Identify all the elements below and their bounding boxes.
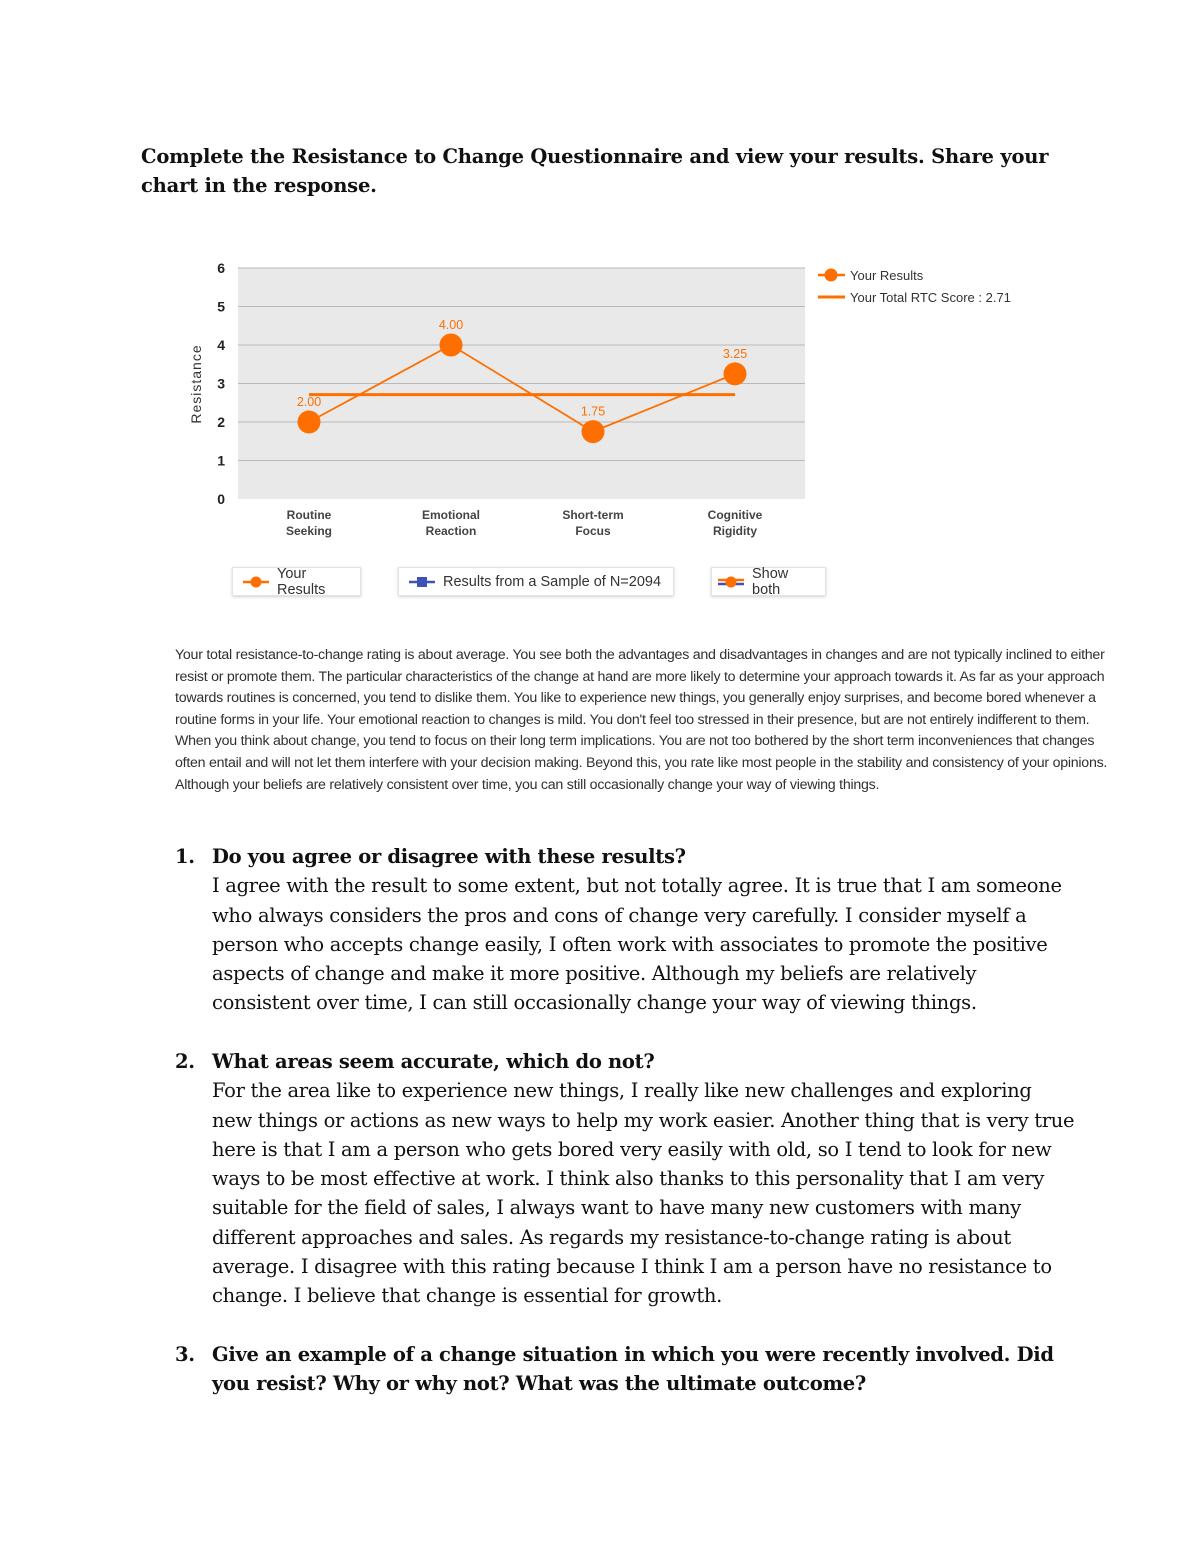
y-tick-label: 2: [217, 414, 225, 430]
blue-line-square-icon: [407, 575, 437, 589]
legend-label: Your Results: [850, 268, 924, 283]
question-number: 1.: [175, 845, 195, 868]
y-tick-label: 5: [217, 298, 225, 315]
data-point: [724, 362, 747, 385]
question-title: Do you agree or disagree with these results?: [212, 845, 686, 868]
legend-marker: [825, 269, 838, 282]
y-tick-label: 1: [217, 452, 225, 469]
data-label: 2.00: [296, 395, 322, 409]
intro-instructions: Complete the Resistance to Change Questionnaire and view your results. Share your chart in the response.: [141, 145, 1049, 197]
question-1: [175, 842, 1075, 1018]
data-point: [582, 420, 605, 443]
question-number: 2.: [175, 1050, 195, 1073]
toggle-sample-results-label: Results from a Sample of N=2094: [443, 573, 662, 590]
question-title: Give an example of a change situation in which you were recently involved. Did you resist? Why or why not? What was the ultimate outcome?: [212, 1343, 1054, 1396]
result-summary: Your total resistance-to-change rating is about average. You see both the advantages and disadvantages in changes and are not typically inclined to either resist or promote them. The particular characteristics of the change at hand are more likely to determine your approach towards it. As far as your approach towards routines is concerned, you tend to dislike them. You like to experience new things, you generally enjoy surprises, and become bored whenever a routine forms in your life. Your emotional reaction to changes is mild. You don't feel too stressed in their presence, but are not entirely indifferent to them. When you think about change, you tend to focus on their long term implications. You are not too bothered by the short term inconveniences that changes often entail and will not let them interfere with your decision making. Beyond this, you rate like most people in the stability and consistency of your opinions. Although your beliefs are relatively consistent over time, you can still occasionally change your way of viewing things.: [175, 647, 1108, 793]
question-answer: For the area like to experience new things, I really like new challenges and exploring new things or actions as new ways to help my work easier. Another thing that is very true here is that I am a person who gets bored very easily with old, so I tend to look for new ways to be most effective at work. I think also thanks to this personality that I am very suitable for the field of sales, I always want to have many new customers with many different approaches and sales. As regards my resistance-to-change rating is about average. I disagree with this rating because I think I am a person have no resistance to change. I believe that change is essential for growth.: [212, 1079, 1075, 1308]
orange-line-circle-icon: [241, 575, 271, 589]
y-tick-label: 4: [217, 337, 225, 353]
data-point: [440, 334, 463, 357]
x-tick-label: Cognitive Rigidity: [707, 508, 763, 538]
question-number: 3.: [175, 1343, 195, 1366]
toggle-your-results-label: Your Results: [277, 565, 326, 598]
y-tick-label: 3: [217, 375, 225, 392]
data-label: 1.75: [580, 404, 606, 419]
toggle-sample-results[interactable]: [398, 567, 674, 596]
x-tick-label: Emotional Reaction: [421, 508, 481, 538]
data-label: 4.00: [438, 318, 464, 332]
both-series-icon: [716, 575, 746, 589]
data-point: [298, 411, 321, 434]
question-answer: I agree with the result to some extent, but not totally agree. It is true that I am someone who always considers the pros and cons of change very carefully. I consider myself a person who accepts change easily, I often work with associates to promote the positive aspects of change and make it more positive. Although my beliefs are relatively consistent over time, I can still occasionally change your way of viewing things.: [212, 874, 1062, 1015]
data-label: 3.25: [722, 346, 748, 361]
resistance-chart: [180, 252, 1080, 552]
toggle-show-both[interactable]: [711, 567, 826, 596]
y-tick-label: 0: [217, 491, 225, 507]
x-tick-label: Short-term Focus: [562, 508, 624, 538]
question-title: What areas seem accurate, which do not?: [212, 1050, 655, 1073]
y-tick-label: 6: [217, 260, 225, 276]
toggle-show-both-label: Show both: [752, 565, 789, 598]
legend-label: Your Total RTC Score : 2.71: [850, 290, 1011, 305]
question-3: [175, 1340, 1075, 1399]
toggle-your-results[interactable]: [232, 567, 361, 596]
question-2: [175, 1047, 1075, 1311]
y-axis-label: Resistance: [188, 344, 204, 424]
x-tick-label: Routine Seeking: [285, 508, 333, 538]
